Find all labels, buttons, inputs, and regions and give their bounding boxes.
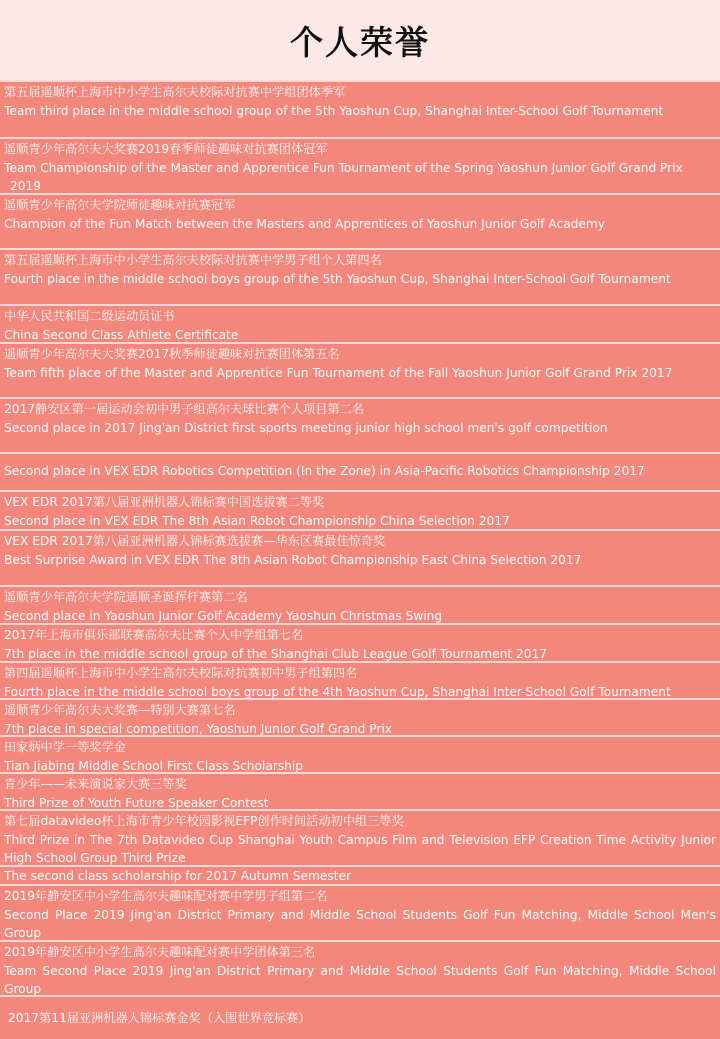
page-title: 个人荣誉 — [290, 22, 430, 62]
honor-title-zh: 2017第11届亚洲机器人锦标赛金奖（入围世界竞标赛） — [8, 1011, 311, 1025]
honor-item — [0, 809, 720, 865]
honor-title-zh: 第四届遥顺杯上海市中小学生高尔夫校际对抗赛初中男子组第四名 — [4, 666, 358, 680]
honor-title-en: 7th place in the middle school group of the Shanghai Club League Golf Tournament 2017 — [4, 646, 548, 661]
honor-item — [0, 248, 720, 304]
honor-title-zh: 中华人民共和国二级运动员证书 — [4, 309, 175, 323]
honor-title-en: China Second Class Athlete Certificate — [4, 327, 239, 342]
honor-item — [0, 304, 720, 342]
honor-title-en: Best Surprise Award in VEX EDR The 8th Asian Robot Championship East China Selection 2017 — [4, 552, 582, 567]
honor-item — [0, 940, 720, 995]
honor-item — [0, 397, 720, 452]
honor-item — [0, 193, 720, 248]
honor-title-en: Fourth place in the middle school boys group of the 5th Yaoshun Cup, Shanghai Inter-School Golf Tournament — [4, 271, 671, 286]
honor-item — [0, 698, 720, 735]
honor-title-zh: 青少年——未来演说家大赛三等奖 — [4, 777, 187, 791]
honor-item — [0, 452, 720, 490]
honor-item — [0, 585, 720, 623]
honor-title-zh: 遥顺青少年高尔夫学院遥顺圣诞挥杆赛第二名 — [4, 590, 248, 604]
honor-title-zh: 第七届datavideo杯上海市青少年校园影视EFP创作时间活动初中组三等奖 — [4, 814, 404, 828]
honor-title-en: Third Prize of Youth Future Speaker Contest — [4, 795, 269, 809]
honor-item — [0, 490, 720, 529]
honor-title-zh: 遥顺青少年高尔夫大奖赛—特别大赛第七名 — [4, 703, 236, 717]
honor-title-zh: VEX EDR 2017第八届亚洲机器人锦标赛选拔赛—华东区赛最佳惊奇奖 — [4, 534, 386, 548]
honor-title-en: Second Place 2019 Jing'an District Primary and Middle School Students Golf Fun Matching, Middle School Men's Group — [4, 907, 716, 940]
honor-item — [0, 529, 720, 585]
honor-item — [0, 661, 720, 698]
honor-title-zh: 2019年静安区中小学生高尔夫趣味配对赛中学团体第三名 — [4, 945, 316, 959]
honor-title-zh: 遥顺青少年高尔夫大奖赛2019春季师徒趣味对抗赛团体冠军 — [4, 142, 328, 156]
honor-title-zh: 遥顺青少年高尔夫大奖赛2017秋季师徒趣味对抗赛团体第五名 — [4, 347, 340, 361]
honor-item — [0, 80, 720, 137]
honor-item — [0, 735, 720, 772]
honor-title-en: Second place in VEX EDR Robotics Competition (In the Zone) in Asia-Pacific Robotics Championship 2017 — [4, 464, 645, 478]
honor-item — [0, 772, 720, 809]
honor-title-zh: 2017静安区第一届运动会初中男子组高尔夫球比赛个人项目第二名 — [4, 402, 365, 416]
honor-title-en: Team third place in the middle school group of the 5th Yaoshun Cup, Shanghai Inter-School Golf Tournament — [4, 103, 664, 118]
honor-item — [0, 884, 720, 940]
honors-list — [0, 80, 720, 1039]
honor-title-zh: 田家炳中学一等奖学金 — [4, 740, 126, 754]
honor-title-en: Second place in VEX EDR The 8th Asian Robot Championship China Selection 2017 — [4, 513, 510, 528]
honor-title-en: Team Second Place 2019 Jing'an District Primary and Middle School Students Golf Fun Matching, Middle School Group — [4, 963, 716, 995]
honor-title-en: Second place in 2017 Jing'an District first sports meeting junior high school men's golf competition — [4, 420, 608, 435]
honor-title-zh: 第五届遥顺杯上海市中小学生高尔夫校际对抗赛中学组团体季军 — [4, 85, 346, 99]
honor-title-zh: 2019年静安区中小学生高尔夫趣味配对赛中学男子组第二名 — [4, 889, 328, 903]
honor-item — [0, 137, 720, 193]
honor-title-en: Team Championship of the Master and Apprentice Fun Tournament of the Spring Yaoshun Junior Golf Grand Prix — [4, 160, 683, 175]
honor-title-en: Champion of the Fun Match between the Masters and Apprentices of Yaoshun Junior Golf Academy — [4, 216, 605, 231]
header — [0, 0, 720, 80]
honor-item — [0, 995, 720, 1039]
honor-title-zh: 第五届遥顺杯上海市中小学生高尔夫校际对抗赛中学男子组个人第四名 — [4, 253, 382, 267]
honor-title-en: Team fifth place of the Master and Apprentice Fun Tournament of the Fall Yaoshun Junior Golf Grand Prix 2017 — [4, 365, 673, 380]
honor-title-zh: VEX EDR 2017第八届亚洲机器人锦标赛中国选拔赛二等奖 — [4, 495, 325, 509]
honor-title-en: The second class scholarship for 2017 Autumn Semester — [4, 869, 351, 883]
honor-title-en: Third Prize in The 7th Datavideo Cup Shanghai Youth Campus Film and Television EFP Creation Time Activity Junior High School Group Third Prize — [4, 832, 716, 865]
honor-title-en: Second place in Yaoshun Junior Golf Academy Yaoshun Christmas Swing — [4, 608, 443, 623]
honor-title-en: Fourth place in the middle school boys group of the 4th Yaoshun Cup, Shanghai Inter-School Golf Tournament — [4, 684, 671, 698]
honor-item — [0, 865, 720, 884]
honor-item — [0, 623, 720, 661]
honor-title-en: Tian Jiabing Middle School First Class Scholarship — [4, 758, 304, 772]
honor-title-en-continued: 2019 — [10, 179, 42, 193]
honor-title-zh: 2017年上海市俱乐部联赛高尔夫比赛个人中学组第七名 — [4, 628, 304, 642]
honor-item — [0, 342, 720, 397]
honor-title-zh: 遥顺青少年高尔夫学院师徒趣味对抗赛冠军 — [4, 198, 236, 212]
honor-title-en: 7th place in special competition, Yaoshun Junior Golf Grand Prix — [4, 721, 393, 735]
